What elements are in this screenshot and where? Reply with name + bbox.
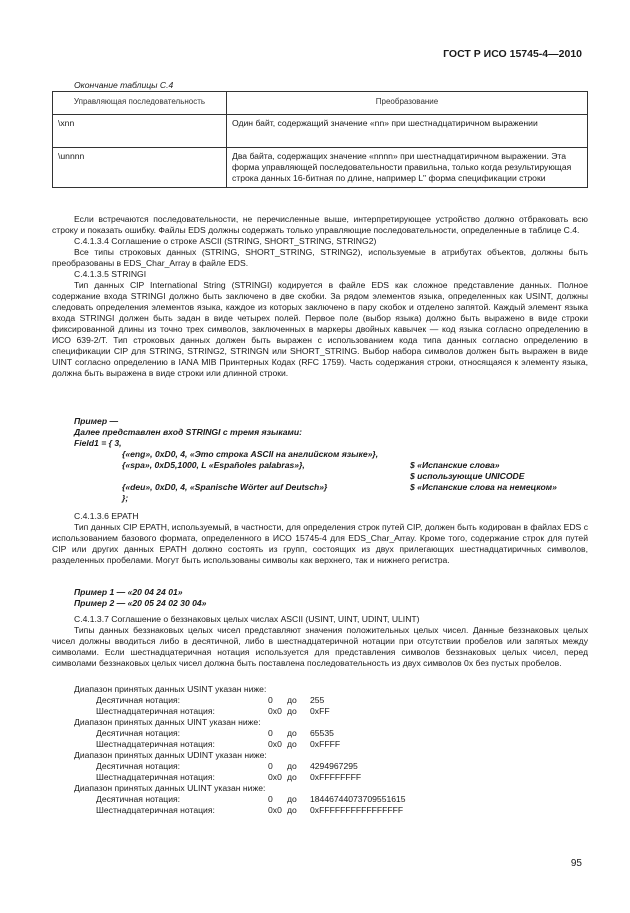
range-title: Диапазон принятых данных USINT указан ниже: <box>74 684 267 694</box>
range-title: Диапазон принятых данных ULINT указан ниже: <box>74 783 266 793</box>
table-cell: Два байта, содержащих значение «nnnn» при шестнадцатиричном выражении. Эта форма управляющей последовательности правильна, только когда результирующая строка данных 16-битная по длине, например L" форма спецификации строки <box>227 148 588 188</box>
section-heading: С.4.1.3.6 EPATH <box>74 511 139 521</box>
paragraph: Если встречаются последовательности, не перечисленные выше, интерпретирующее устройство должно отбраковать всю строку и показать ошибку. Файлы EDS должны содержать только управляющие последовательности, определенные в таблице С.4. <box>52 214 588 235</box>
range-row: Десятичная нотация: 0 до 255 <box>96 695 325 705</box>
table-caption: Окончание таблицы С.4 <box>74 80 174 90</box>
range-title: Диапазон принятых данных UINT указан ниже: <box>74 717 261 727</box>
range-row: Шестнадцатеричная нотация: 0x0 до 0xFFFFFFFFFFFFFFFF <box>96 805 404 815</box>
epath-examples <box>74 587 574 609</box>
example-intro: Далее представлен вход STRINGI с тремя языками: <box>74 427 303 437</box>
section-heading: С.4.1.3.5 STRINGI <box>74 269 147 279</box>
example-2: Пример 2 — «20 05 24 02 30 04» <box>74 598 207 608</box>
document-header: ГОСТ Р ИСО 15745-4—2010 <box>443 48 582 60</box>
list-item: {«deu», 0xD0, 4, «Spanische Wörter auf Deutsch»} $ «Испанские слова на немецком» <box>122 482 557 492</box>
table-cell: Один байт, содержащий значение «nn» при шестнадцатиричном выражении <box>227 115 588 148</box>
list-item: {«spa», 0xD5,1000, L «Españoles palabras»}, $ «Испанские слова» <box>122 460 500 470</box>
example-label: Пример — <box>74 416 119 426</box>
range-title: Диапазон принятых данных UDINT указан ниже: <box>74 750 267 760</box>
language-list <box>122 449 588 504</box>
table-row <box>53 115 588 148</box>
range-row: Десятичная нотация: 0 до 65535 <box>96 728 334 738</box>
example-field: Field1 = { 3, <box>74 438 122 448</box>
page-number: 95 <box>570 858 582 869</box>
list-item: $ использующие UNICODE <box>410 471 525 481</box>
text-block-3 <box>52 614 588 669</box>
paragraph: Типы данных беззнаковых целых чисел представляют значения положительных целых чисел. Данные беззнаковых целых чисел должны вводиться либо в десятичной, либо в шестнадцатеричной нотации при отсутствии пробелов или запятых между символами. Если шестнадцатеричная нотация используется для представления символов беззнаковых целых чисел, перед символами беззнаковых целых чисел должна быть поставлена последовательность из двух символов 0x без пустых пробелов. <box>52 625 588 668</box>
paragraph: Тип данных CIP International String (STRINGI) кодируется в файле EDS как сложное представление данных. Полное содержание входа STRINGI должно быть заключено в две скобки. За рядом элементов языка, определенных как USINT, должны следовать определения элементов языка, каждое из которых заключено в пару скобок и отделено запятой. Каждый элемент языка входа STRINGI должен быть задан в виде четырех полей. Первое поле (выбор языка) должно быть выражено в виде строки фиксированной длины из точно трех символов, заключенных в маркеры двойных кавычек — код языка согласно определению в ИСО 639-2/T. Тип строковых данных должен быть выражен с использованием кода типа данных согласно определению в спецификации CIP для STRING, STRING2, STRINGN или SHORT_STRING. Выбор набора символов должен быть выражен в виде UINT согласно определению в IANA MIB Принтерных Кодах (RFC 1759). Часть содержания строки, относящаяся к элементу языка, должна быть выражена в виде строки или длинной строки. <box>52 280 588 378</box>
text-block-1 <box>52 214 588 379</box>
paragraph: Все типы строковых данных (STRING, SHORT_STRING, STRING2), используемые в атрибутах объектов, должны быть преобразованы в EDS_Char_Array в файле EDS. <box>52 247 588 268</box>
paragraph: Тип данных CIP EPATH, используемый, в частности, для определения строк путей CIP, должен быть кодирован в файлах EDS с использованием базового формата, определенного в ИСО 15745-4 для EDS_Char_Array. Кроме того, содержание строк для путей CIP или других данных EPATH должно состоять из групп, состоящих из двух прилегающих шестнадцатиричных символов, разделенных пробелами. Могут быть использованы символы как верхнего, так и нижнего регистра. <box>52 522 588 565</box>
example-1: Пример 1 — «20 04 24 01» <box>74 587 183 597</box>
range-row: Шестнадцатеричная нотация: 0x0 до 0xFF <box>96 706 330 716</box>
table-header-cell: Преобразование <box>227 92 588 115</box>
range-row: Шестнадцатеричная нотация: 0x0 до 0xFFFFFFFF <box>96 772 362 782</box>
range-row: Десятичная нотация: 0 до 4294967295 <box>96 761 358 771</box>
text-block-2 <box>52 511 588 566</box>
table-row <box>53 148 588 188</box>
table-header-row <box>53 92 588 115</box>
range-row: Десятичная нотация: 0 до 18446744073709551615 <box>96 794 406 804</box>
section-heading: С.4.1.3.4 Соглашение о строке ASCII (STRING, SHORT_STRING, STRING2) <box>74 236 377 246</box>
ranges-list <box>52 684 588 816</box>
range-row: Шестнадцатеричная нотация: 0x0 до 0xFFFF <box>96 739 341 749</box>
table-header-cell: Управляющая последовательность <box>53 92 227 115</box>
example-block <box>74 416 574 449</box>
section-heading: С.4.1.3.7 Соглашение о беззнаковых целых числах ASCII (USINT, UINT, UDINT, ULINT) <box>74 614 420 624</box>
escape-sequence-table <box>52 91 588 188</box>
table-cell: \xnn <box>53 115 227 148</box>
list-item: }; <box>122 493 129 503</box>
list-item: {«eng», 0xD0, 4, «Это строка ASCII на английском языке»}, <box>122 449 379 459</box>
table-cell: \unnnn <box>53 148 227 188</box>
